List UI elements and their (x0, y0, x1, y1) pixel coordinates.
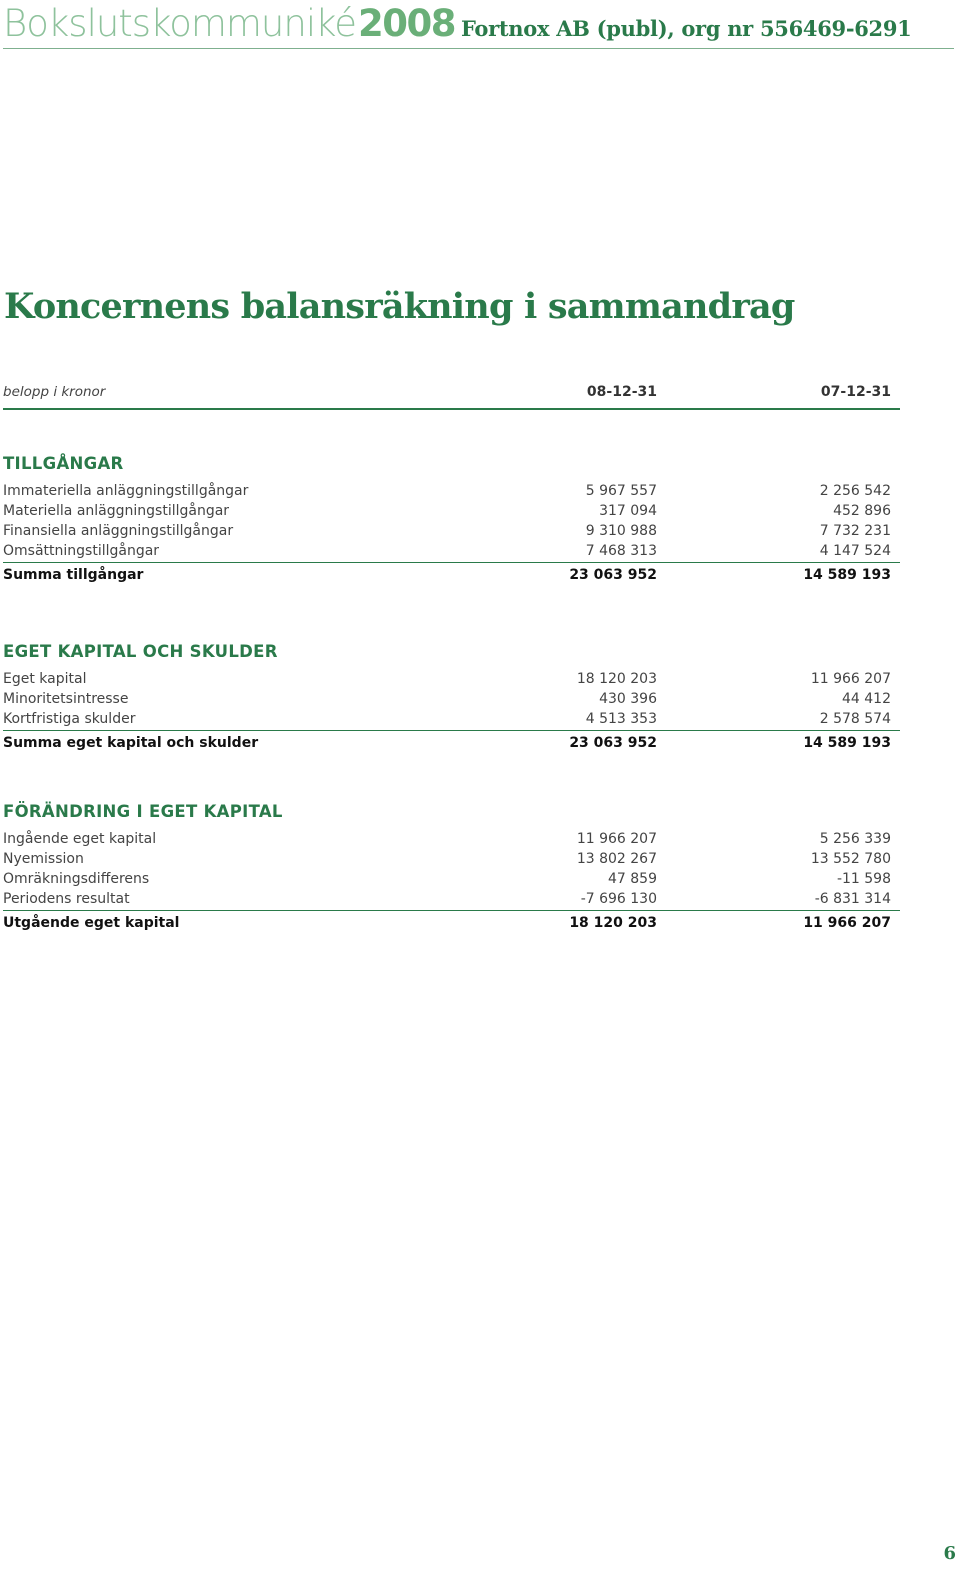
row-value-2008: 11 966 207 (576, 831, 657, 847)
row-label: Omsättningstillgångar (3, 543, 160, 559)
table-row (3, 890, 900, 910)
row-value-2007: 4 147 524 (819, 543, 891, 559)
row-label: Periodens resultat (3, 891, 130, 907)
section-title: TILLGÅNGAR (3, 454, 124, 473)
row-label: Immateriella anläggningstillgångar (3, 483, 249, 499)
section-equity-liabilities (3, 642, 900, 755)
table-row (3, 522, 900, 542)
total-label: Utgående eget kapital (3, 915, 180, 931)
table-row (3, 870, 900, 890)
row-value-2007: 13 552 780 (810, 851, 891, 867)
row-value-2008: 4 513 353 (585, 711, 657, 727)
table-row (3, 690, 900, 710)
section-title: FÖRÄNDRING I EGET KAPITAL (3, 802, 283, 821)
row-value-2007: 2 256 542 (819, 483, 891, 499)
total-row (3, 562, 900, 587)
total-value-2008: 18 120 203 (569, 915, 657, 931)
row-value-2008: 430 396 (599, 691, 657, 707)
total-label: Summa tillgångar (3, 567, 144, 583)
table-row (3, 482, 900, 502)
row-value-2008: -7 696 130 (580, 891, 657, 907)
row-label: Ingående eget kapital (3, 831, 157, 847)
total-value-2007: 14 589 193 (803, 735, 891, 751)
row-label: Minoritetsintresse (3, 691, 129, 707)
total-row (3, 910, 900, 935)
row-value-2007: 5 256 339 (819, 831, 891, 847)
column-header-2007: 07-12-31 (820, 384, 891, 400)
section-title: EGET KAPITAL OCH SKULDER (3, 642, 278, 661)
report-title: Bokslutskommuniké (3, 2, 356, 45)
section-equity-change (3, 802, 900, 935)
row-value-2007: 7 732 231 (819, 523, 891, 539)
row-value-2008: 7 468 313 (585, 543, 657, 559)
row-value-2008: 5 967 557 (585, 483, 657, 499)
company-info: Fortnox AB (publ), org nr 556469-6291 (460, 16, 912, 41)
total-value-2007: 11 966 207 (803, 915, 891, 931)
row-value-2008: 47 859 (608, 871, 657, 887)
table-row (3, 850, 900, 870)
total-value-2008: 23 063 952 (569, 567, 657, 583)
row-label: Nyemission (3, 851, 84, 867)
row-value-2008: 317 094 (599, 503, 657, 519)
column-header (3, 380, 900, 410)
unit-label: belopp i kronor (3, 384, 106, 400)
total-value-2008: 23 063 952 (569, 735, 657, 751)
page-number: 6 (943, 1543, 956, 1564)
table-row (3, 830, 900, 850)
row-value-2008: 9 310 988 (585, 523, 657, 539)
column-header-2008: 08-12-31 (586, 384, 657, 400)
page-title: Koncernens balansräkning i sammandrag (4, 286, 795, 327)
row-value-2008: 18 120 203 (576, 671, 657, 687)
table-row (3, 670, 900, 690)
total-label: Summa eget kapital och skulder (3, 735, 259, 751)
row-value-2007: -6 831 314 (814, 891, 891, 907)
row-value-2007: 452 896 (833, 503, 891, 519)
row-label: Kortfristiga skulder (3, 711, 136, 727)
table-row (3, 710, 900, 730)
row-label: Eget kapital (3, 671, 87, 687)
total-row (3, 730, 900, 755)
report-year: 2008 (357, 2, 455, 45)
row-value-2007: 2 578 574 (819, 711, 891, 727)
total-value-2007: 14 589 193 (803, 567, 891, 583)
row-label: Finansiella anläggningstillgångar (3, 523, 234, 539)
row-label: Omräkningsdifferens (3, 871, 150, 887)
section-assets (3, 454, 900, 587)
report-header (3, 2, 954, 49)
row-label: Materiella anläggningstillgångar (3, 503, 230, 519)
row-value-2008: 13 802 267 (576, 851, 657, 867)
table-row (3, 542, 900, 562)
row-value-2007: -11 598 (836, 871, 891, 887)
row-value-2007: 44 412 (842, 691, 891, 707)
row-value-2007: 11 966 207 (810, 671, 891, 687)
table-row (3, 502, 900, 522)
